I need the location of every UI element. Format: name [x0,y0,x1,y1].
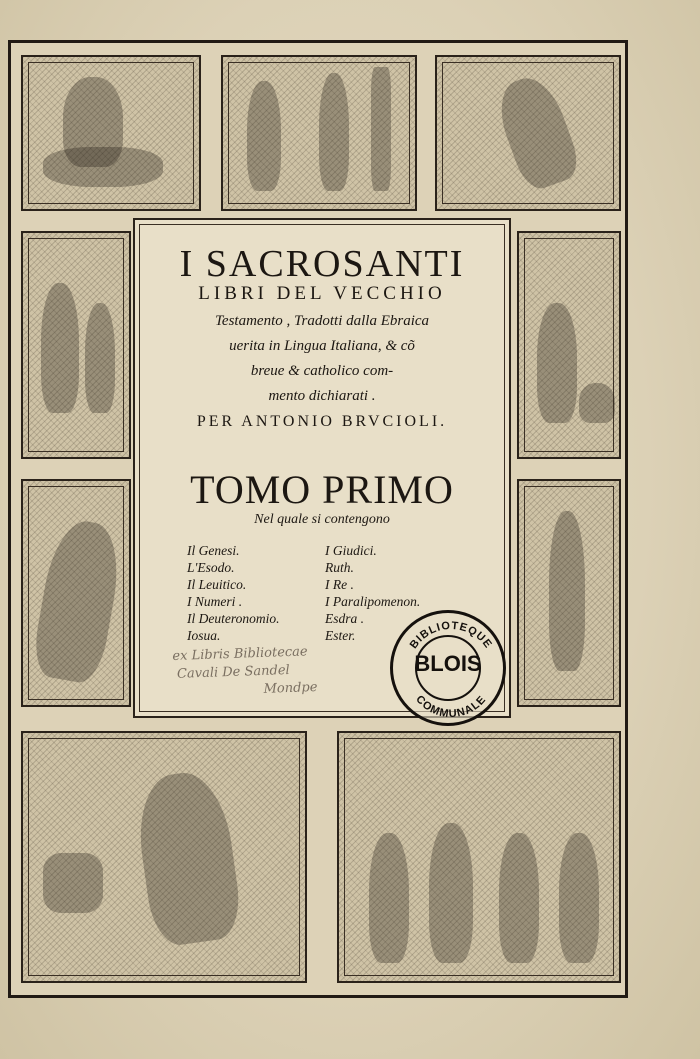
subtitle-line: Testamento , Tradotti dalla Ebraica [214,313,430,329]
manuscript-line: Cavali De Sandel [176,662,290,682]
main-title: I SACROSANTI [179,243,465,285]
manuscript-line: ex Libris Bibliotecae [172,644,308,665]
woodcut-panel-left-lower [21,479,131,707]
author-line: PER ANTONIO BRVCIOLI. [196,413,448,430]
book-item: Ruth. [325,560,354,575]
woodcut-panel-right-lower [517,479,621,707]
book-list-left [187,542,279,644]
subtitle-line: mento dichiarati . [268,388,376,404]
book-item: Il Leuitico. [187,577,247,592]
book-item: I Paralipomenon. [325,594,421,609]
volume-title: TOMO PRIMO [190,467,454,512]
book-item: Esdra . [325,611,365,626]
book-item: Iosua. [187,628,221,643]
stamp-bottom-text: COMMUNALE [413,693,489,721]
book-item: Il Genesi. [187,543,240,558]
main-title-line2: LIBRI DEL VECCHIO [198,283,446,304]
contents-intro: Nel quale si contengono [254,512,390,527]
manuscript-ownership-note [172,640,404,702]
book-item: I Giudici. [325,543,377,558]
library-stamp [390,610,506,726]
woodcut-panel-top-left [21,55,201,211]
woodcut-panel-top-right [435,55,621,211]
book-item: Ester. [325,628,356,643]
book-item: Il Deuteronomio. [187,611,280,626]
woodcut-panel-bottom-right [337,731,621,983]
subtitle-line: uerita in Lingua Italiana, & cõ [229,338,415,354]
manuscript-line: Mondpe [263,679,318,697]
book-item: I Re . [325,577,354,592]
woodcut-panel-right-upper [517,231,621,459]
stamp-center-text: BLOIS [414,651,482,676]
woodcut-panel-bottom-left [21,731,307,983]
book-item: L'Esodo. [187,560,235,575]
book-item: I Numeri . [187,594,243,609]
stamp-top-text: BIBLIOTEQUE [407,619,495,652]
woodcut-panel-left-upper [21,231,131,459]
subtitle-line: breue & catholico com- [250,363,394,379]
woodcut-panel-top-center [221,55,417,211]
